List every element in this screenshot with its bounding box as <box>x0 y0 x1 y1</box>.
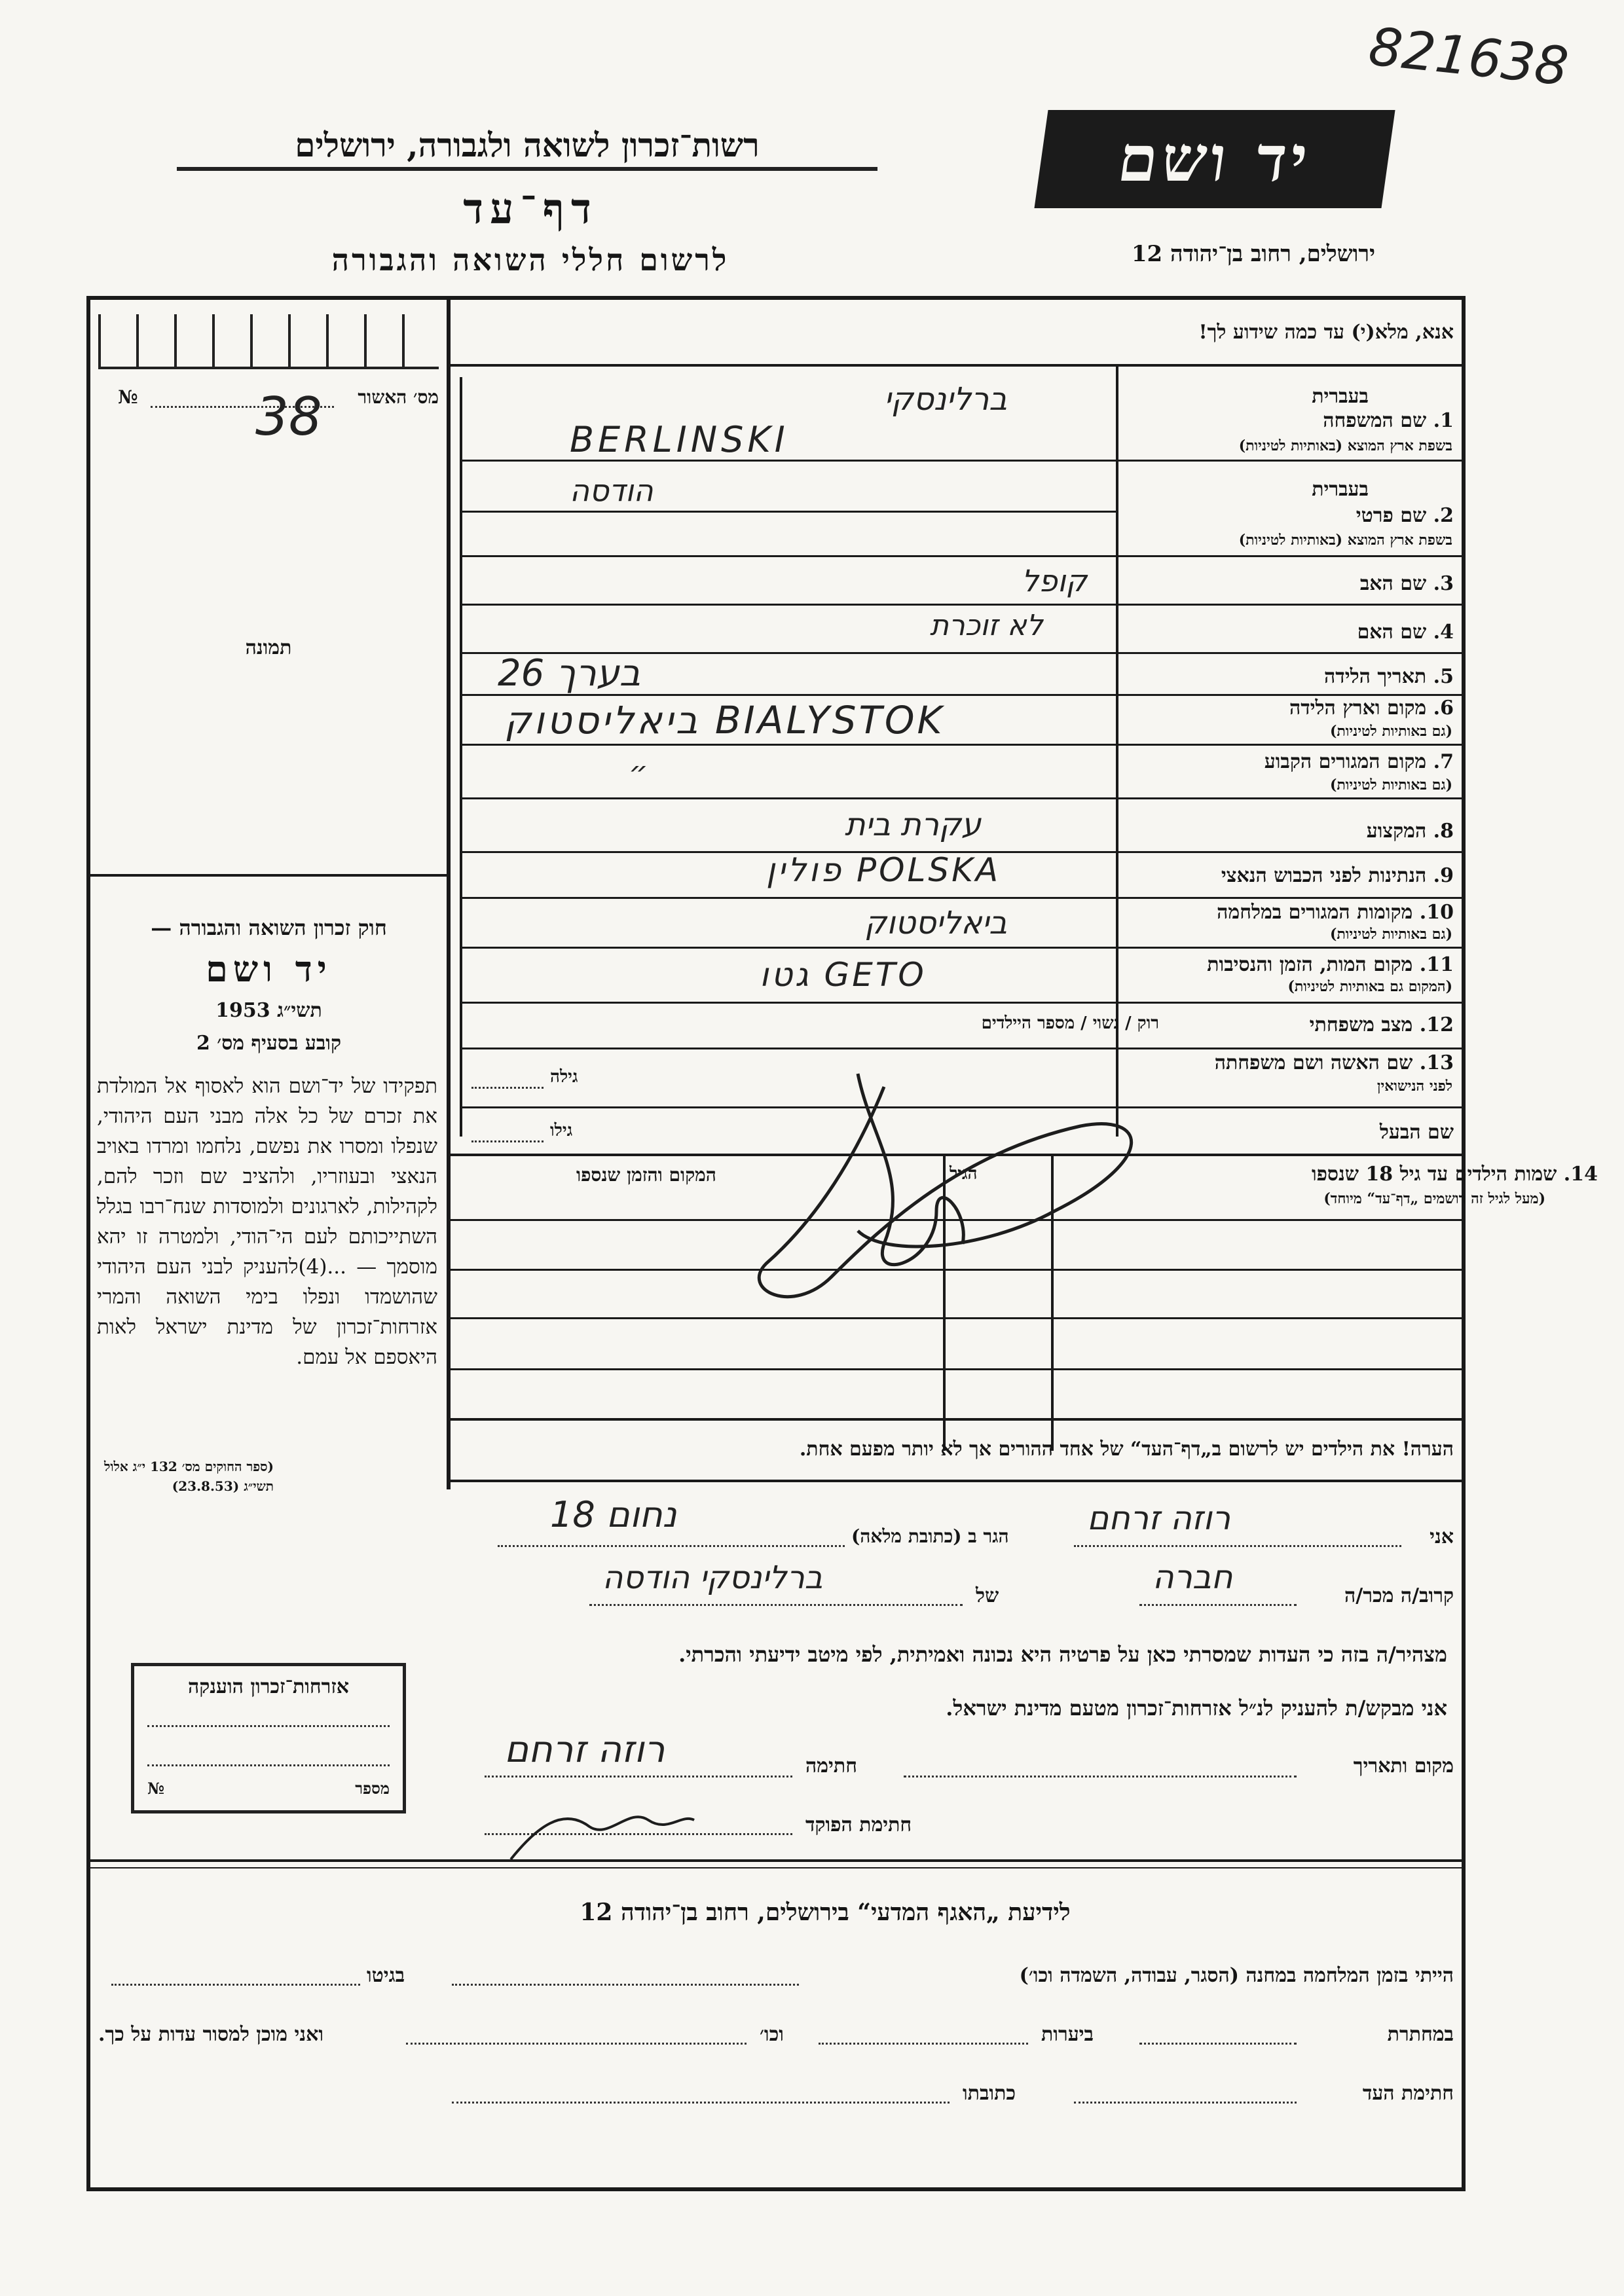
field-13-age-label: גילה <box>550 1067 578 1087</box>
row-sep-9 <box>460 897 1462 899</box>
relation-value: חברה <box>1153 1558 1233 1596</box>
law-title: חוק זכרון השואה והגבורה — <box>151 915 387 940</box>
bottom-line3-address-field <box>452 2102 950 2104</box>
row-sep-7 <box>460 797 1462 799</box>
officer-signature-mark <box>498 1787 707 1879</box>
place-date-field <box>904 1776 1297 1777</box>
logo-text: יד ושם <box>1113 122 1316 196</box>
row-sep-2 <box>460 555 1462 557</box>
field-11-sub: (המקום גם באותיות לטיניות) <box>1287 978 1452 995</box>
field-2-label: 2. שם פרטי <box>1356 504 1454 527</box>
signature-label: חתימה <box>805 1755 857 1777</box>
field-13-sub: לפני הנישואין <box>1376 1078 1452 1095</box>
field-3-label: 3. שם האב <box>1359 572 1454 595</box>
note-text: הערה! את הילדים יש לרשום ב„דף־העד“ של אחד ההורים אך לא יותר מפעם אחת. <box>799 1438 1454 1461</box>
place-date-label: מקום ותאריך <box>1353 1755 1454 1777</box>
bottom-section-divider-2 <box>90 1867 1462 1868</box>
field-7-sub: (גם באותיות לטיניות) <box>1329 776 1452 793</box>
children-table-bottom <box>451 1418 1462 1421</box>
field-2-value-hebrew: הודסה <box>570 473 654 508</box>
row-sep-10 <box>460 947 1462 949</box>
of-field <box>589 1604 963 1606</box>
field-1-value-latin: BERLINSKI <box>570 419 789 460</box>
bottom-line2-underground-field <box>1139 2043 1297 2045</box>
of-value: ברלינסקי הודסה <box>602 1559 823 1596</box>
field-7-label: 7. מקום המגורים הקבוע <box>1264 750 1454 773</box>
field-14-sub: (מעל לגיל זה רושמים „דף־עד“ מיוחד) <box>1323 1190 1545 1207</box>
bottom-line3-witness-signature: חתימת העד <box>1362 2082 1454 2105</box>
memorial-citizenship-number-mark: № <box>147 1779 165 1798</box>
header-address: ירושלים, רחוב בן־יהודה 12 <box>1131 241 1375 267</box>
children-row-4 <box>451 1368 1462 1370</box>
field-14-col-place: המקום והזמן שנספו <box>576 1164 716 1186</box>
field-4-label: 4. שם האם <box>1357 621 1454 644</box>
field-5-value: בערך 26 <box>498 652 641 695</box>
field-4-value: לא זוכרת <box>930 609 1043 642</box>
bottom-line2-end: ואני מוכן למסור עדות על כך. <box>98 2023 324 2046</box>
row-sep-11 <box>460 1002 1462 1004</box>
field-8-label: 8. המקצוע <box>1366 820 1454 843</box>
photo-label: תמונה <box>245 636 292 659</box>
bottom-line1-text: הייתי בזמן המלחמה במחנה (הסגר, עבודה, השמדה וכו׳) <box>1019 1964 1454 1987</box>
husband-age-label: גילו <box>550 1121 573 1140</box>
field-3-value: קופל <box>1022 563 1088 598</box>
field-6-label: 6. מקום וארץ הלידה <box>1289 697 1454 720</box>
field-5-label: 5. תאריך הלידה <box>1324 665 1454 688</box>
intro-text: אנא, מלא(י) עד כמה שידוע לך! <box>1198 321 1454 344</box>
field-1-sub: בשפת ארץ המוצא (באותיות לטיניות) <box>1238 437 1452 454</box>
bottom-section-divider <box>90 1859 1462 1862</box>
of-label: של <box>976 1584 999 1607</box>
law-year: תשי״ג 1953 <box>215 999 322 1022</box>
signature-field <box>485 1776 792 1777</box>
tick-strip <box>98 314 439 369</box>
relation-field <box>1139 1604 1297 1606</box>
field-11-value: גטו GETO <box>760 956 927 994</box>
law-source: (ספר החוקים מס׳ 132 י״ג אלול תשי״ג (23.8.53) <box>104 1459 274 1494</box>
field-12-label: 12. מצב משפחתי <box>1309 1013 1454 1036</box>
bottom-line1-field <box>452 1984 799 1986</box>
scribble-signature <box>688 1048 1159 1362</box>
witness-address-label: הגר ב (כתובת מלאה) <box>851 1525 1009 1547</box>
field-10-sub: (גם באותיות לטיניות) <box>1329 926 1452 943</box>
row-sep-6 <box>460 744 1462 746</box>
witness-address-field <box>498 1545 845 1547</box>
bottom-line2-etc: וכו׳ <box>760 2023 784 2046</box>
bottom-line1-end-field <box>111 1984 360 1986</box>
intro-divider <box>449 364 1462 367</box>
field-1-heb-tag: בעברית <box>1312 385 1369 408</box>
field-13-label: 13. שם האשה ושם משפחתה <box>1214 1051 1454 1074</box>
relation-label: קרוב/ה מכר/ה <box>1344 1584 1454 1607</box>
form-subtitle: לרשום חללי השואה והגבורה <box>331 242 729 278</box>
value-column-left-edge <box>460 377 462 1137</box>
field-9-label: 9. הנתינות לפני הכבוש הנאצי <box>1221 864 1454 887</box>
field-2-heb-tag: בעברית <box>1312 478 1369 501</box>
approval-number-label: מס׳ האשור <box>358 386 439 408</box>
field-9-value: פולין POLSKA <box>766 851 1001 889</box>
bottom-line2-etc-field <box>406 2043 747 2045</box>
field-10-value: ביאליסטוק <box>864 905 1007 941</box>
bottom-line1-end: בגיטו <box>367 1964 405 1987</box>
witness-ani-label: אני <box>1430 1525 1454 1548</box>
officer-signature-label: חתימת הפוקד <box>805 1813 912 1836</box>
field-14-label: 14. שמות הילדים עד גיל 18 שנספו <box>1311 1163 1598 1186</box>
approval-number-value: 38 <box>255 386 322 447</box>
field-1-label: 1. שם המשפחה <box>1323 409 1454 432</box>
law-clause: קובע בסעיף מס׳ 2 <box>196 1032 342 1055</box>
witness-address-value: נחום 18 <box>550 1494 677 1535</box>
field-2-mid-line <box>460 511 1116 513</box>
left-column-divider <box>447 298 451 1489</box>
field-14-col-age: הגיל <box>950 1164 978 1184</box>
request-text: אני מבקש/ת להעניק לנ״ל אזרחות־זכרון מטעם מדינת ישראל. <box>946 1696 1447 1721</box>
field-11-label: 11. מקום המות, הזמן והנסיבות <box>1207 953 1454 976</box>
bottom-title: לידיעת „האגף המדעי“ בירושלים, רחוב בן־יהודה 12 <box>580 1899 1071 1926</box>
field-6-sub: (גם באותיות לטיניות) <box>1329 723 1452 740</box>
reference-number: 821638 <box>1365 16 1572 98</box>
husband-age-field <box>471 1140 544 1142</box>
field-12-options: רוק / נשוי / מספר היילדים <box>981 1013 1159 1033</box>
bottom-line2-forests: ביערות <box>1041 2023 1094 2046</box>
law-name: יד ושם <box>206 948 332 990</box>
field-6-value: ביאליסטוק BIALYSTOK <box>504 698 945 742</box>
field-7-value: ״ <box>629 754 648 790</box>
declaration-text: מצהיר/ה בזה כי העדות שמסרתי כאן על פרטיה היא נכונה ואמיתית, לפי מיטב ידיעתי והכרתי. <box>678 1642 1447 1667</box>
witness-signature-value: רוזה זרחם <box>504 1728 665 1771</box>
field-10-label: 10. מקומות המגורים במלחמה <box>1217 901 1454 924</box>
yad-vashem-logo <box>1034 110 1395 208</box>
bottom-line2-forests-field <box>819 2043 1028 2045</box>
memorial-citizenship-title: אזרחות־זכרון הוענקה <box>187 1675 350 1698</box>
law-text: תפקידו של יד־ושם הוא לאסוף אל המולדת את זכרם של כל אלה מבני העם היהודי, שנפלו ומסרו את נפשם, נלחמו ומרדו באויב הנאצי ובעוזריו, ולהציב שם וזכר להם, לקהילות, לארגונים ולמוסדות שנח־רבו בגלל השתייכותם לעם הי־הודי, ולמטרה זו יהא מוסמך — ...(4)להעניק לבני העם היהודי שהושמדו ונפלו בימי השואה והמרי אזרחות־זכרון של מדינת ישראל לאות היאספם אל עמם. <box>97 1074 437 1369</box>
approval-number-mark: № <box>118 386 138 408</box>
bottom-line3-address: כתובתו <box>963 2082 1016 2105</box>
organization-line: רשות־זכרון לשואה ולגבורה, ירושלים <box>177 126 877 171</box>
law-top-divider <box>90 874 449 877</box>
husband-name-label: שם הבעל <box>1379 1121 1454 1144</box>
field-8-value: עקרת בית <box>845 807 982 843</box>
field-1-value-hebrew: ברלינסקי <box>884 381 1008 418</box>
field-2-sub: בשפת ארץ המוצא (באותיות לטיניות) <box>1238 532 1452 549</box>
memorial-citizenship-number-label: מספר <box>355 1779 390 1798</box>
memorial-citizenship-box <box>131 1663 406 1813</box>
witness-ani-value: רוזה זרחם <box>1087 1499 1231 1537</box>
note-bottom-divider <box>451 1480 1462 1482</box>
field-13-age-field <box>471 1087 544 1089</box>
row-sep-3 <box>460 604 1462 606</box>
form-title: דף־עד <box>463 185 598 234</box>
bottom-line2-underground: במחתרת <box>1387 2023 1454 2046</box>
bottom-line3-signature-field <box>1074 2102 1297 2104</box>
witness-ani-field <box>1074 1545 1401 1547</box>
